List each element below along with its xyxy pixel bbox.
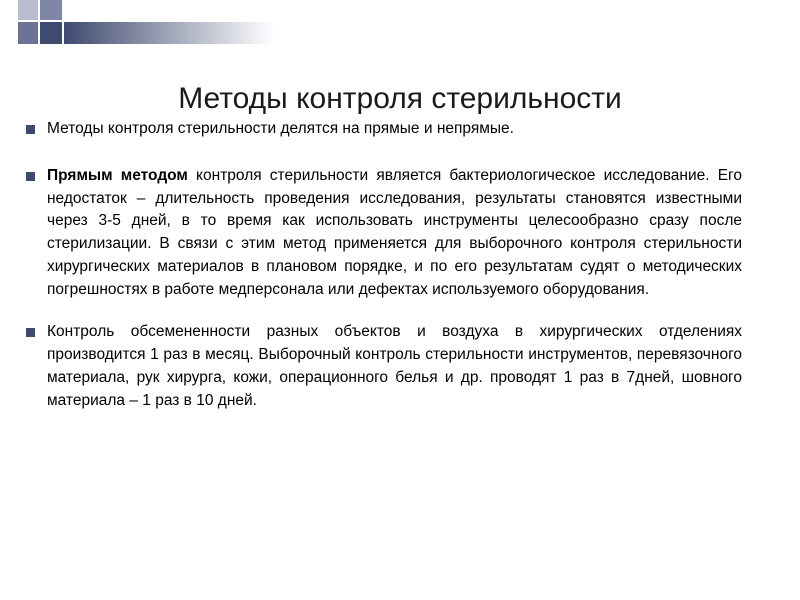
deco-square-dark xyxy=(40,22,62,44)
bullet-square-icon xyxy=(26,328,35,337)
decorative-corner-graphic xyxy=(0,0,330,62)
deco-square-mid2 xyxy=(18,22,38,44)
deco-bar-bottom xyxy=(64,22,274,44)
bullet-text-3: Контроль обсемененности разных объектов и воздуха в хирургических отделениях производится 1 раз в месяц. Выборочный контроль стерильности инструментов, перевязочного материала, рук хирурга, кожи, операционного белья и др. проводят 1 раз в 7дней, шовного материала – 1 раз в 10 дней. xyxy=(47,323,742,409)
bullet-text-2 xyxy=(47,165,742,302)
list-item xyxy=(26,118,742,141)
deco-square-mid xyxy=(40,0,62,20)
bullet-square-icon xyxy=(26,125,35,134)
list-item xyxy=(26,321,742,412)
list-item xyxy=(26,165,742,302)
slide-body xyxy=(26,118,742,423)
bullet-text-2-rest: контроля стерильности является бактериологическое исследование. Его недостаток – длительность проведения исследования, результаты становятся известными через 3-5 дней, в то время как использовать инструменты целесообразно сразу после стерилизации. В связи с этим метод применяется для выборочного контроля стерильности хирургических материалов в плановом порядке, и по его результатам судят о методических погрешностях в работе медперсонала или дефектах используемого оборудования. xyxy=(47,166,742,298)
bullet-square-icon xyxy=(26,172,35,181)
page-title: Методы контроля стерильности xyxy=(178,82,622,116)
deco-square-light xyxy=(18,0,38,20)
bullet-text-1: Методы контроля стерильности делятся на прямые и непрямые. xyxy=(47,120,514,137)
bullet-lead-emphasis: Прямым методом xyxy=(47,166,188,184)
deco-bar-top xyxy=(64,0,316,20)
